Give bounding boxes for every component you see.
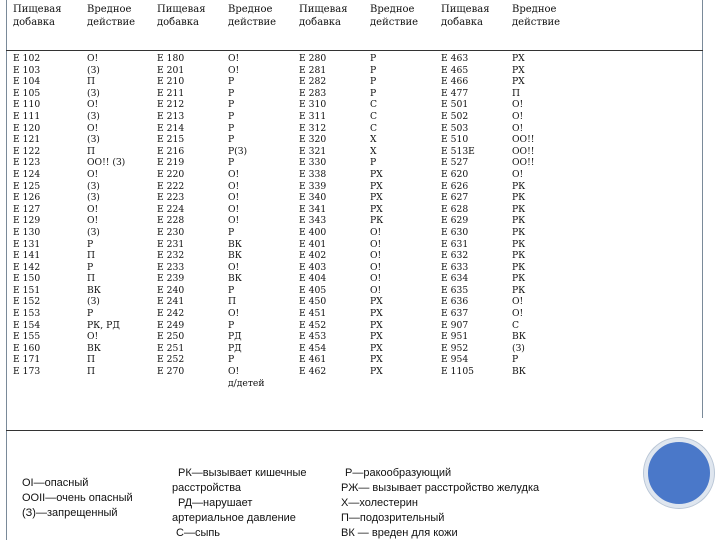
legend-item: РК—вызывает кишечные bbox=[178, 467, 307, 479]
left-border bbox=[6, 0, 7, 540]
legend-item: ОI—опасный bbox=[22, 477, 89, 489]
column-effects-1: О! (З) П (З) О! (З) О! (З) П ОО!! (З) О! (З) (З) О! О! (З) Р П Р П ВК (З) Р РК, РД О! ВК П П bbox=[87, 53, 126, 378]
column-effects-2: О! О! Р Р Р Р Р Р Р(З) Р О! О! О! О! О! Р ВК ВК О! ВК Р П О! Р РД РД Р О! д/детей bbox=[228, 53, 265, 389]
header-effect-3: Вредное действие bbox=[370, 4, 419, 28]
legend-item: С—сыпь bbox=[176, 527, 221, 539]
legend-item: Р—ракообразующий bbox=[345, 467, 452, 479]
legend-item: ООII—очень опасный bbox=[22, 492, 133, 504]
decorative-circle bbox=[644, 438, 714, 508]
header-effect-1: Вредное действие bbox=[87, 4, 136, 28]
header-divider bbox=[6, 50, 703, 51]
column-additives-2: Е 180 Е 201 Е 210 Е 211 Е 212 Е 213 Е 214 Е 215 Е 216 Е 219 Е 220 Е 222 Е 223 Е 224 Е 228 Е 230 Е 231 Е 232 Е 233 Е 239 Е 240 Е 241 Е 242 Е 249 Е 250 Е 251 Е 252 Е 270 bbox=[157, 53, 185, 378]
column-additives-1: Е 102 Е 103 Е 104 Е 105 Е 110 Е 111 Е 120 Е 121 Е 122 Е 123 Е 124 Е 125 Е 126 Е 127 Е 129 Е 130 Е 131 Е 141 Е 142 Е 150 Е 151 Е 152 Е 153 Е 154 Е 155 Е 160 Е 171 Е 173 bbox=[13, 53, 41, 378]
legend-item: РД—нарушает bbox=[178, 497, 253, 509]
header-additive-2: Пищевая добавка bbox=[157, 4, 206, 28]
header-additive-4: Пищевая добавка bbox=[441, 4, 490, 28]
column-additives-4: Е 463 Е 465 Е 466 Е 477 Е 501 Е 502 Е 503 Е 510 Е 513Е Е 527 Е 620 Е 626 Е 627 Е 628 Е 629 Е 630 Е 631 Е 632 Е 633 Е 634 Е 635 Е 636 Е 637 Е 907 Е 951 Е 952 Е 954 Е 1105 bbox=[441, 53, 475, 378]
column-additives-3: Е 280 Е 281 Е 282 Е 283 Е 310 Е 311 Е 312 Е 320 Е 321 Е 330 Е 338 Е 339 Е 340 Е 341 Е 343 Е 400 Е 401 Е 402 Е 403 Е 404 Е 405 Е 450 Е 451 Е 452 Е 453 Е 454 Е 461 Е 462 bbox=[299, 53, 327, 378]
legend-item: П—подозрительный bbox=[341, 512, 445, 524]
header-additive-1: Пищевая добавка bbox=[13, 4, 62, 28]
legend-item: артериальное давление bbox=[172, 512, 296, 524]
legend-item: РЖ— вызывает расстройство желудка bbox=[341, 482, 540, 494]
right-border bbox=[702, 0, 703, 418]
legend-middle bbox=[172, 466, 307, 541]
table-bottom-line bbox=[6, 430, 703, 431]
legend-item: (З)—запрещенный bbox=[22, 507, 118, 519]
header-effect-4: Вредное действие bbox=[512, 4, 561, 28]
column-effects-3: Р Р Р Р С С С Х Х Р РХ РХ РХ РХ РК О! О! О! О! О! О! РХ РХ РХ РХ РХ РХ РХ bbox=[370, 53, 384, 378]
legend-item: расстройства bbox=[172, 482, 242, 494]
legend-item: ВК — вреден для кожи bbox=[341, 527, 458, 539]
column-effects-4: РХ РХ РХ П О! О! О! ОО!! ОО!! ОО!! О! РК РК РК РК РК РК РК РК РК РК О! О! С ВК (З) Р ВК bbox=[512, 53, 535, 378]
legend-item: Х—холестерин bbox=[341, 497, 418, 509]
legend-right bbox=[341, 466, 539, 541]
legend-left bbox=[22, 476, 133, 521]
header-effect-2: Вредное действие bbox=[228, 4, 277, 28]
header-additive-3: Пищевая добавка bbox=[299, 4, 348, 28]
